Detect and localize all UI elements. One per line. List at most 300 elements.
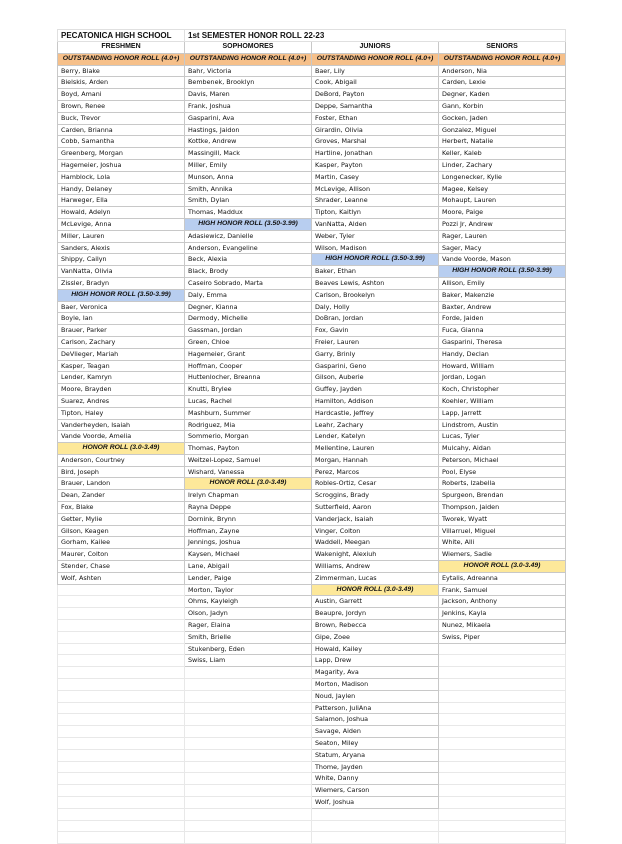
student-name: Tipton, Haley: [58, 407, 185, 419]
student-name: Tipton, Kaitlyn: [312, 207, 439, 219]
student-name: Howald, Adelyn: [58, 207, 185, 219]
student-name: Mulcahy, Aidan: [439, 443, 566, 455]
student-name: VanNatta, Olivia: [58, 266, 185, 278]
school-name: PECATONICA HIGH SCHOOL: [58, 30, 185, 42]
student-name: Bird, Joseph: [58, 466, 185, 478]
student-name: Harweger, Ella: [58, 195, 185, 207]
student-name: Beck, Alexia: [185, 254, 312, 266]
student-name: Cobb, Samantha: [58, 136, 185, 148]
student-name: Zissler, Bradyn: [58, 277, 185, 289]
student-name: Hardcastle, Jeffrey: [312, 407, 439, 419]
honor-roll-body: [58, 30, 566, 844]
student-name: Lender, Paige: [185, 572, 312, 584]
student-name: Robles-Ortiz, Cesar: [312, 478, 439, 490]
student-name: Dermody, Michelle: [185, 313, 312, 325]
table-row: [58, 478, 566, 490]
student-name: Howard, William: [439, 360, 566, 372]
empty-cell: [439, 726, 566, 738]
student-name: Sommerio, Morgan: [185, 431, 312, 443]
table-row: [58, 525, 566, 537]
empty-cell: [439, 797, 566, 809]
student-name: Baker, Ethan: [312, 266, 439, 278]
student-name: Berry, Blake: [58, 65, 185, 77]
student-name: Vanderjack, Isaiah: [312, 513, 439, 525]
table-row: [58, 808, 566, 820]
table-row: [58, 277, 566, 289]
student-name: Vanderheyden, Isaiah: [58, 419, 185, 431]
table-row: [58, 761, 566, 773]
student-name: Freier, Lauren: [312, 336, 439, 348]
student-name: Longenecker, Kylie: [439, 171, 566, 183]
table-row: [58, 195, 566, 207]
table-row: [58, 502, 566, 514]
empty-cell: [58, 608, 185, 620]
student-name: Moore, Paige: [439, 207, 566, 219]
student-name: Morton, Madison: [312, 679, 439, 691]
table-row: [58, 537, 566, 549]
table-row: [58, 207, 566, 219]
student-name: Wakenight, Alexiuh: [312, 549, 439, 561]
student-name: Howald, Kailey: [312, 643, 439, 655]
student-name: Wishard, Vanessa: [185, 466, 312, 478]
student-name: Ohms, Kayleigh: [185, 596, 312, 608]
table-row: [58, 443, 566, 455]
empty-cell: [185, 667, 312, 679]
student-name: Nunez, Mikaela: [439, 620, 566, 632]
student-name: Groves, Marshal: [312, 136, 439, 148]
student-name: Maurer, Colton: [58, 549, 185, 561]
student-name: Gilson, Keagen: [58, 525, 185, 537]
student-name: DoBran, Jordan: [312, 313, 439, 325]
student-name: Sutterfield, Aaron: [312, 502, 439, 514]
table-row: [58, 407, 566, 419]
student-name: McLevige, Allison: [312, 183, 439, 195]
empty-cell: [58, 679, 185, 691]
table-row: [58, 702, 566, 714]
student-name: Beaves Lewis, Ashton: [312, 277, 439, 289]
student-name: Shrader, Leanne: [312, 195, 439, 207]
student-name: Brown, Renee: [58, 100, 185, 112]
student-name: Gilson, Auberie: [312, 372, 439, 384]
tier-header-seniors: OUTSTANDING HONOR ROLL (4.0+): [439, 53, 566, 65]
student-name: Stender, Chase: [58, 561, 185, 573]
table-row: [58, 773, 566, 785]
student-name: Lender, Katelyn: [312, 431, 439, 443]
student-name: Adasiewicz, Danielle: [185, 230, 312, 242]
table-row: [58, 785, 566, 797]
student-name: Lindstrom, Austin: [439, 419, 566, 431]
student-name: Degner, Kianna: [185, 301, 312, 313]
student-name: Anderson, Courtney: [58, 454, 185, 466]
student-name: Miller, Emily: [185, 159, 312, 171]
student-name: Villarruel, Miguel: [439, 525, 566, 537]
student-name: Wolf, Ashten: [58, 572, 185, 584]
empty-cell: [439, 820, 566, 832]
student-name: Kaysen, Michael: [185, 549, 312, 561]
table-row: [58, 466, 566, 478]
student-name: Brauer, Landon: [58, 478, 185, 490]
table-row: [58, 266, 566, 278]
student-name: Dean, Zander: [58, 490, 185, 502]
table-row: [58, 620, 566, 632]
student-name: Hastings, Jaidon: [185, 124, 312, 136]
student-name: Wiemers, Carson: [312, 785, 439, 797]
heading-sophomores: SOPHOMORES: [185, 42, 312, 54]
student-name: Handy, Delaney: [58, 183, 185, 195]
student-name: Girardin, Olivia: [312, 124, 439, 136]
empty-cell: [185, 714, 312, 726]
table-row: [58, 679, 566, 691]
student-name: Jackson, Anthony: [439, 596, 566, 608]
table-row: [58, 301, 566, 313]
empty-cell: [185, 738, 312, 750]
empty-cell: [185, 761, 312, 773]
tier-header-sophomores: HIGH HONOR ROLL (3.50-3.99): [185, 218, 312, 230]
student-name: Salamon, Joshua: [312, 714, 439, 726]
student-name: Vande Voorde, Amelia: [58, 431, 185, 443]
table-row: [58, 820, 566, 832]
student-name: Savage, Aiden: [312, 726, 439, 738]
tier-header-sophomores: OUTSTANDING HONOR ROLL (4.0+): [185, 53, 312, 65]
table-row: [58, 112, 566, 124]
student-name: Fuca, Gianna: [439, 325, 566, 337]
student-name: Mellentine, Lauren: [312, 443, 439, 455]
table-row: [58, 419, 566, 431]
student-name: Moore, Brayden: [58, 384, 185, 396]
student-name: Gassman, Jordan: [185, 325, 312, 337]
table-row: [58, 490, 566, 502]
student-name: Fox, Gavin: [312, 325, 439, 337]
student-name: Austin, Garrett: [312, 596, 439, 608]
table-row: [58, 549, 566, 561]
table-row: [58, 631, 566, 643]
empty-cell: [58, 643, 185, 655]
empty-cell: [185, 690, 312, 702]
student-name: Roberts, Izabella: [439, 478, 566, 490]
student-name: Hoffman, Cooper: [185, 360, 312, 372]
tier-header-juniors: OUTSTANDING HONOR ROLL (4.0+): [312, 53, 439, 65]
table-row: [58, 159, 566, 171]
student-name: Bembenek, Brooklyn: [185, 77, 312, 89]
empty-cell: [58, 714, 185, 726]
student-name: Foster, Ethan: [312, 112, 439, 124]
student-name: Thome, Jayden: [312, 761, 439, 773]
student-name: Scroggins, Brady: [312, 490, 439, 502]
student-name: Sanders, Alexis: [58, 242, 185, 254]
student-name: Mohaupt, Lauren: [439, 195, 566, 207]
table-row: [58, 242, 566, 254]
student-name: Swiss, Piper: [439, 631, 566, 643]
student-name: Garry, Brinly: [312, 348, 439, 360]
empty-cell: [439, 679, 566, 691]
table-row: [58, 726, 566, 738]
table-row: [58, 348, 566, 360]
empty-cell: [58, 832, 185, 844]
table-row: [58, 372, 566, 384]
student-name: Vande Voorde, Mason: [439, 254, 566, 266]
student-name: Frank, Samuel: [439, 584, 566, 596]
empty-cell: [185, 785, 312, 797]
student-name: Bahr, Victoria: [185, 65, 312, 77]
student-name: Pozzi Jr, Andrew: [439, 218, 566, 230]
empty-cell: [58, 702, 185, 714]
table-row: [58, 136, 566, 148]
student-name: Jennings, Joshua: [185, 537, 312, 549]
student-name: Baer, Lily: [312, 65, 439, 77]
tier-header-seniors: HONOR ROLL (3.0-3.49): [439, 561, 566, 573]
student-name: Smith, Brielle: [185, 631, 312, 643]
table-row: [58, 218, 566, 230]
student-name: Baer, Veronica: [58, 301, 185, 313]
student-name: Daly, Emma: [185, 289, 312, 301]
table-row: [58, 584, 566, 596]
table-row: [58, 230, 566, 242]
table-row: [58, 690, 566, 702]
student-name: Carlson, Zachary: [58, 336, 185, 348]
student-name: Tworek, Wyatt: [439, 513, 566, 525]
student-name: Hamilton, Addison: [312, 395, 439, 407]
student-name: Gann, Korbin: [439, 100, 566, 112]
student-name: Waddell, Meegan: [312, 537, 439, 549]
student-name: Baker, Makenzie: [439, 289, 566, 301]
student-name: Suarez, Andres: [58, 395, 185, 407]
student-name: Thomas, Maddux: [185, 207, 312, 219]
student-name: Martin, Casey: [312, 171, 439, 183]
student-name: Keller, Kaleb: [439, 148, 566, 160]
student-name: DeBord, Payton: [312, 89, 439, 101]
student-name: Beaupre, Jordyn: [312, 608, 439, 620]
student-name: Statum, Aryana: [312, 749, 439, 761]
student-name: Magarity, Ava: [312, 667, 439, 679]
student-name: Lucas, Rachel: [185, 395, 312, 407]
empty-cell: [439, 832, 566, 844]
student-name: Forde, Jaiden: [439, 313, 566, 325]
empty-cell: [439, 702, 566, 714]
table-row: [58, 65, 566, 77]
student-name: Anderson, Evangeline: [185, 242, 312, 254]
student-name: Linder, Zachary: [439, 159, 566, 171]
student-name: Frank, Joshua: [185, 100, 312, 112]
empty-cell: [439, 749, 566, 761]
table-row: [58, 643, 566, 655]
table-row: [58, 572, 566, 584]
student-name: Weber, Tyler: [312, 230, 439, 242]
table-row: [58, 667, 566, 679]
student-name: Huttenlocher, Breanna: [185, 372, 312, 384]
student-name: Bielskis, Arden: [58, 77, 185, 89]
table-row: [58, 100, 566, 112]
table-row: [58, 832, 566, 844]
student-name: Gipe, Zoee: [312, 631, 439, 643]
student-name: Hagemeier, Joshua: [58, 159, 185, 171]
student-name: Carden, Lexie: [439, 77, 566, 89]
title-row: [58, 30, 566, 42]
empty-cell: [58, 631, 185, 643]
student-name: Morton, Taylor: [185, 584, 312, 596]
student-name: Gorham, Kailee: [58, 537, 185, 549]
tier-header-juniors: HIGH HONOR ROLL (3.50-3.99): [312, 254, 439, 266]
student-name: Rayna Deppe: [185, 502, 312, 514]
student-name: White, Alli: [439, 537, 566, 549]
student-name: Peterson, Michael: [439, 454, 566, 466]
student-name: Miller, Lauren: [58, 230, 185, 242]
table-row: [58, 77, 566, 89]
table-row: [58, 655, 566, 667]
empty-cell: [58, 667, 185, 679]
empty-cell: [58, 820, 185, 832]
student-name: Thompson, Jaiden: [439, 502, 566, 514]
empty-cell: [58, 655, 185, 667]
table-row: [58, 513, 566, 525]
empty-cell: [439, 714, 566, 726]
student-name: Lucas, Tyler: [439, 431, 566, 443]
student-name: Baxter, Andrew: [439, 301, 566, 313]
empty-cell: [439, 785, 566, 797]
table-row: [58, 124, 566, 136]
student-name: Brauer, Parker: [58, 325, 185, 337]
student-name: Gasparini, Theresa: [439, 336, 566, 348]
student-name: Hartline, Jonathan: [312, 148, 439, 160]
student-name: Rager, Elaina: [185, 620, 312, 632]
student-name: Koehler, William: [439, 395, 566, 407]
student-name: Olson, Jadyn: [185, 608, 312, 620]
student-name: Smith, Annika: [185, 183, 312, 195]
empty-cell: [185, 808, 312, 820]
empty-cell: [58, 797, 185, 809]
empty-cell: [185, 726, 312, 738]
student-name: Stukenberg, Eden: [185, 643, 312, 655]
student-name: Weitzel-Lopez, Samuel: [185, 454, 312, 466]
student-name: Degner, Kaden: [439, 89, 566, 101]
table-row: [58, 360, 566, 372]
tier-header-seniors: HIGH HONOR ROLL (3.50-3.99): [439, 266, 566, 278]
table-row: [58, 596, 566, 608]
empty-cell: [439, 808, 566, 820]
student-name: Lender, Kamryn: [58, 372, 185, 384]
empty-cell: [58, 808, 185, 820]
table-row: [58, 289, 566, 301]
student-name: Vinger, Colton: [312, 525, 439, 537]
table-row: [58, 738, 566, 750]
student-name: VanNatta, Alden: [312, 218, 439, 230]
student-name: Mashburn, Summer: [185, 407, 312, 419]
empty-cell: [312, 808, 439, 820]
student-name: Perez, Marcos: [312, 466, 439, 478]
student-name: Green, Chloe: [185, 336, 312, 348]
empty-cell: [185, 702, 312, 714]
student-name: Wolf, Joshua: [312, 797, 439, 809]
student-name: Black, Brody: [185, 266, 312, 278]
table-row: [58, 325, 566, 337]
empty-cell: [58, 690, 185, 702]
empty-cell: [439, 667, 566, 679]
student-name: Gocken, Jaden: [439, 112, 566, 124]
empty-cell: [58, 761, 185, 773]
student-name: Gasparini, Ava: [185, 112, 312, 124]
student-name: Hamblock, Lola: [58, 171, 185, 183]
table-row: [58, 148, 566, 160]
student-name: Koch, Christopher: [439, 384, 566, 396]
student-name: Lapp, Jarrett: [439, 407, 566, 419]
empty-cell: [185, 749, 312, 761]
heading-seniors: SENIORS: [439, 42, 566, 54]
empty-cell: [439, 655, 566, 667]
student-name: Morgan, Hannah: [312, 454, 439, 466]
student-name: Sager, Macy: [439, 242, 566, 254]
student-name: Davis, Maren: [185, 89, 312, 101]
empty-cell: [185, 773, 312, 785]
student-name: Thomas, Payton: [185, 443, 312, 455]
student-name: Greenberg, Morgan: [58, 148, 185, 160]
student-name: Pool, Elyse: [439, 466, 566, 478]
honor-roll-title: 1st SEMESTER HONOR ROLL 22-23: [185, 30, 566, 42]
empty-cell: [58, 726, 185, 738]
table-row: [58, 313, 566, 325]
student-name: Wilson, Madison: [312, 242, 439, 254]
student-name: Noud, Jaylen: [312, 690, 439, 702]
student-name: Guffey, Jayden: [312, 384, 439, 396]
table-row: [58, 89, 566, 101]
empty-cell: [58, 596, 185, 608]
table-row: [58, 336, 566, 348]
student-name: Williams, Andrew: [312, 561, 439, 573]
student-name: Dornink, Brynn: [185, 513, 312, 525]
student-name: Daly, Holly: [312, 301, 439, 313]
student-name: Deppe, Samantha: [312, 100, 439, 112]
student-name: Caseiro Sobrado, Marta: [185, 277, 312, 289]
student-name: Lapp, Drew: [312, 655, 439, 667]
student-name: Leahr, Zachary: [312, 419, 439, 431]
student-name: Cook, Abigail: [312, 77, 439, 89]
table-row: [58, 395, 566, 407]
empty-cell: [58, 773, 185, 785]
student-name: Gasparini, Geno: [312, 360, 439, 372]
heading-juniors: JUNIORS: [312, 42, 439, 54]
student-name: Anderson, Nia: [439, 65, 566, 77]
student-name: Massingill, Mack: [185, 148, 312, 160]
student-name: DeVlieger, Mariah: [58, 348, 185, 360]
empty-cell: [58, 785, 185, 797]
student-name: Seaton, Miley: [312, 738, 439, 750]
student-name: Smith, Dylan: [185, 195, 312, 207]
student-name: Carden, Brianna: [58, 124, 185, 136]
class-heading-row: [58, 42, 566, 54]
tier-header-freshmen: HONOR ROLL (3.0-3.49): [58, 443, 185, 455]
student-name: White, Danny: [312, 773, 439, 785]
empty-cell: [185, 679, 312, 691]
empty-cell: [58, 620, 185, 632]
student-name: Rodriguez, Mia: [185, 419, 312, 431]
student-name: Magee, Kelsey: [439, 183, 566, 195]
honor-roll-table: [57, 29, 566, 844]
student-name: Brown, Rebecca: [312, 620, 439, 632]
student-name: Swiss, Liam: [185, 655, 312, 667]
table-row: [58, 431, 566, 443]
student-name: Fox, Blake: [58, 502, 185, 514]
empty-cell: [439, 773, 566, 785]
empty-cell: [58, 584, 185, 596]
student-name: Handy, Declan: [439, 348, 566, 360]
table-row: [58, 454, 566, 466]
tier-header-juniors: HONOR ROLL (3.0-3.49): [312, 584, 439, 596]
student-name: Hoffman, Zayne: [185, 525, 312, 537]
empty-cell: [185, 797, 312, 809]
student-name: Kottke, Andrew: [185, 136, 312, 148]
student-name: Knutti, Brylee: [185, 384, 312, 396]
table-row: [58, 714, 566, 726]
empty-cell: [185, 820, 312, 832]
student-name: Patterson, JuliAna: [312, 702, 439, 714]
